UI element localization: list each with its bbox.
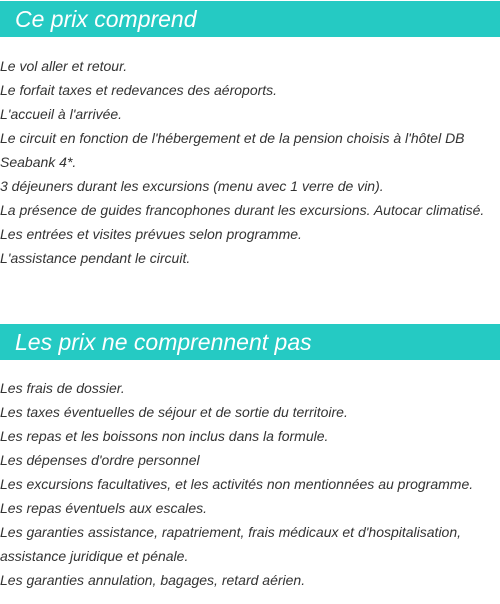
list-item: 3 déjeuners durant les excursions (menu avec 1 verre de vin). — [0, 178, 384, 194]
list-item: Les frais de dossier. — [0, 380, 125, 396]
price-includes-section — [0, 1, 500, 270]
list-item: Les repas éventuels aux escales. — [0, 500, 208, 516]
price-includes-heading: Ce prix comprend — [0, 1, 500, 37]
list-item: Le forfait taxes et redevances des aéroports. — [0, 82, 278, 98]
list-item: Les excursions facultatives, et les activités non mentionnées au programme. — [0, 476, 474, 492]
list-item: La présence de guides francophones durant les excursions. Autocar climatisé. — [0, 202, 485, 218]
list-item: Les dépenses d'ordre personnel — [0, 452, 200, 468]
list-item: L'accueil à l'arrivée. — [0, 106, 123, 122]
price-excludes-heading: Les prix ne comprennent pas — [0, 324, 500, 360]
list-item: Les garanties annulation, bagages, retard aérien. — [0, 572, 306, 588]
list-item: L'assistance pendant le circuit. — [0, 250, 191, 266]
price-includes-list — [0, 54, 500, 270]
list-item: Les repas et les boissons non inclus dans la formule. — [0, 428, 329, 444]
list-item: Les taxes éventuelles de séjour et de sortie du territoire. — [0, 404, 348, 420]
list-item: Le circuit en fonction de l'hébergement et de la pension choisis à l'hôtel DB Seabank 4*. — [0, 130, 465, 170]
list-item: Les garanties assistance, rapatriement, frais médicaux et d'hospitalisation, assistance juridique et pénale. — [0, 524, 462, 564]
price-excludes-list — [0, 376, 500, 592]
list-item: Le vol aller et retour. — [0, 58, 128, 74]
price-excludes-section — [0, 324, 500, 592]
list-item: Les entrées et visites prévues selon programme. — [0, 226, 302, 242]
